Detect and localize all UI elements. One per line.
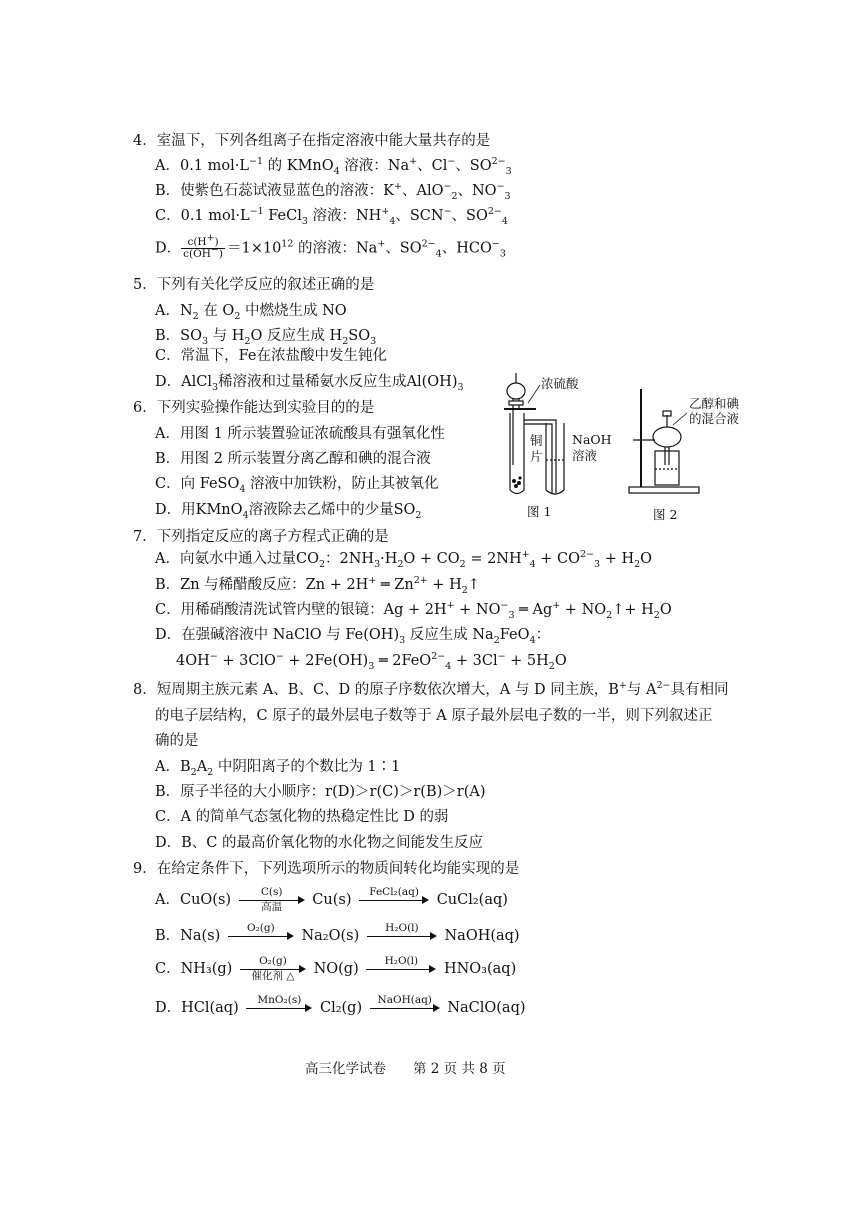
fig2-mixture-label: 乙醇和碘 的混合液 (689, 396, 740, 426)
reaction-arrow: C(s) 高温 (239, 890, 305, 910)
separatory-funnel-bulb (653, 427, 681, 447)
q9-option-c: C．NH₃(g) O₂(g) 催化剂 △ NO(g) H₂O(l) HNO₃(aq) (155, 955, 517, 982)
reaction-arrow: O₂(g) (228, 926, 294, 946)
reaction-arrow: MnO₂(s) (246, 998, 312, 1018)
reaction-arrow: NaOH(aq) (370, 998, 440, 1018)
q8-option-d: D．B、C 的最高价氧化物的水化物之间能发生反应 (155, 835, 483, 851)
q4-option-b: B．使紫色石蕊试液显蓝色的溶液：K+、AlO−$_2$、$NO^-_3$ (155, 181, 511, 202)
q6-option-d: D．用KMnO$_4$溶液除去乙烯中的少量$SO_2$ (155, 502, 422, 521)
q6-stem: 6．下列实验操作能达到实验目的的是 (133, 400, 375, 416)
q8-option-b: B．原子半径的大小顺序：r(D)＞r(C)＞r(B)＞r(A) (155, 784, 486, 800)
fig1-acid-label: 浓硫酸 (541, 376, 579, 391)
reaction-arrow: H₂O(l) (367, 926, 437, 946)
q5-option-b: B．$SO_3$ 与 $H_2O$ 反应生成 $H_2SO_3$ (155, 328, 377, 347)
q8-option-a: A．$B_2A_2$ 中阴阳离子的个数比为 1∶1 (155, 759, 401, 778)
q5-option-d: D．AlCl$_3$稀溶液和过量稀氨水反应生成$Al(OH)_3$ (155, 374, 464, 393)
reaction-arrow: O₂(g) 催化剂 △ (240, 959, 306, 979)
q5-option-a: A．$N_2$ 在 $O_2$ 中燃烧生成 NO (155, 303, 347, 322)
q9-option-d: D．HCl(aq) MnO₂(s) Cl₂(g) NaOH(aq) NaClO(aq) (155, 994, 526, 1016)
reaction-arrow: FeCl₂(aq) (359, 890, 429, 910)
q5-stem: 5．下列有关化学反应的叙述正确的是 (133, 277, 375, 293)
q7-option-a: A．向氨水中通入过量$CO_2$：$2NH_3\cdot H_2O + CO_2 = 2NH^+_4 + CO^{2-}_3 + H_2O$ (155, 549, 653, 570)
q5-option-c: C．常温下，Fe在浓盐酸中发生钝化 (155, 348, 387, 364)
separatory-funnel-bulb (507, 383, 525, 399)
q7-option-d-equation: $4OH^- + 3ClO^- + 2Fe(OH)_3$ ═ $2FeO^{2-}_4 + 3Cl^- + 5H_2O$ (176, 651, 567, 672)
fig2-caption: 图 2 (653, 507, 678, 522)
q9-stem: 9．在给定条件下，下列选项所示的物质间转化均能实现的是 (133, 861, 520, 877)
q6-option-b: B．用图 2 所示装置分离乙醇和碘的混合液 (155, 451, 431, 467)
q8-stem-line-2: 的电子层结构，C 原子的最外层电子数等于 A 原子最外层电子数的一半，则下列叙述正 (155, 708, 713, 724)
fig1-naoh-label: NaOH 溶液 (572, 432, 612, 463)
q4-stem: 4．室温下，下列各组离子在指定溶液中能大量共存的是 (133, 133, 491, 149)
q8-stem-line-3: 确的是 (155, 733, 199, 749)
q4-option-a: A．0.1 $mol\cdot L^{-1}$ 的 KMnO$_4$ 溶液：Na+、Cl−、$SO^{2-}_3$ (155, 156, 512, 177)
concentration-ratio-fraction: $\frac{c(H^+)}{c(OH^-)}$ (183, 232, 223, 260)
q8-option-c: C．A 的简单气态氢化物的热稳定性比 D 的弱 (155, 809, 449, 825)
q7-option-b: B．Zn 与稀醋酸反应：Zn + 2H+ ═ $Zn^{2+}$ + $H_2↑$ (155, 575, 480, 596)
q7-stem: 7．下列指定反应的离子方程式正确的是 (133, 529, 389, 545)
q6-option-a: A．用图 1 所示装置验证浓硫酸具有强氧化性 (155, 426, 445, 442)
fig1-caption: 图 1 (527, 504, 552, 519)
fig1-copper-label: 铜 片 (530, 433, 543, 464)
q9-option-b: B．Na(s) O₂(g) Na₂O(s) H₂O(l) NaOH(aq) (155, 922, 520, 944)
q4-option-c: C．0.1 $mol\cdot L^{-1}$ FeCl$_3$ 溶液：$NH^+_4$、SCN−、$SO^{2-}_4$ (155, 206, 508, 227)
q6-option-c: C．向 FeSO$_4$ 溶液中加铁粉，防止其被氧化 (155, 476, 439, 495)
q7-option-d: D．在强碱溶液中 NaClO 与 $Fe(OH)_3$ 反应生成 $Na_2FeO_4$： (155, 627, 551, 646)
page-footer: 高三化学试卷 第 2 页 共 8 页 (305, 1061, 506, 1077)
q9-option-a: A．CuO(s) C(s) 高温 Cu(s) FeCl₂(aq) CuCl₂(aq) (155, 886, 508, 913)
q8-stem-line-1: 8．短周期主族元素 A、B、C、D 的原子序数依次增大，A 与 D 同主族，B+与 $A^{2-}$具有相同 (133, 680, 729, 698)
q7-option-c: C．用稀硝酸清洗试管内壁的银镜：$Ag + 2H^+ + NO^-_3$ ═ $Ag^+ + NO_2↑+ H_2O$ (155, 600, 672, 621)
q4-option-d: D． $\frac{c(H^+)}{c(OH^-)}$ $=1\times 10^{12}$ 的溶液：Na+、$SO^{2-}_4$、$HCO^-_3$ (155, 232, 506, 260)
reaction-arrow: H₂O(l) (366, 959, 436, 979)
